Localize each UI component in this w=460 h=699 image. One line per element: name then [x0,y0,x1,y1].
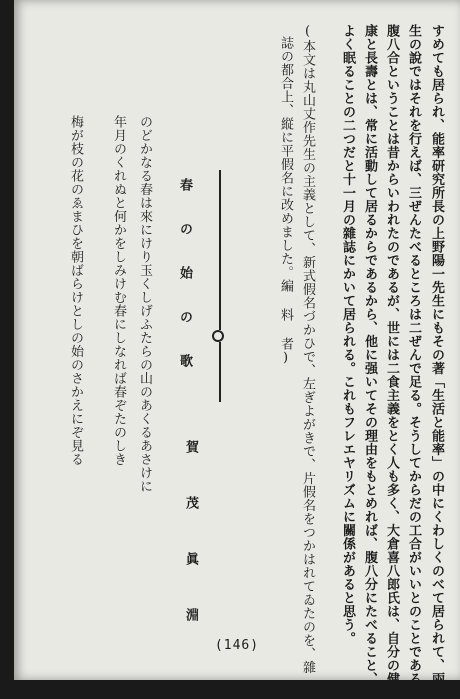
body-line-1: すめても居られ、能率研究所長の上野陽一先生にもその著「生活と能率」の中にくわしくのべて居られて、兩先 [429,24,444,699]
divider-rule-top [219,170,221,330]
editor-note-line-1: (本文は丸山丈作先生の主義として、新式假名づかひで、左ぎよがきで、片假名をつかはれてゐたのを、雜 [300,24,315,674]
poem-line-1: のどかなる春は來にけり玉くしげふたらの山のあくるあさけに [137,115,152,493]
body-line-4: 康と長壽とは、常に活動して居るからであるから、他に强いてその理由をもとめれば、腹八分にたべること、 [362,24,377,686]
poem-author: 賀 茂 眞 淵 [183,440,198,635]
book-page [14,0,460,699]
poem-title: 春 の 始 の 歌 [177,178,192,375]
editor-note-line-2: 誌の都合上、縦に平假名に改めました。編 料 者) [278,36,293,366]
poem-line-3: 梅が枝の花のゑまひを朝ばらけとしの始のさかえにぞ見る [68,115,83,466]
body-line-2: 生の說ではそれを行えば、三ぜんたべるところは二ぜんで足る。そうしてからだの工合がいいとのことである。 [406,24,421,699]
divider-ornament [212,330,224,342]
body-line-5: よく眠ることの二つだと十一月の雜誌にかいて居られる。これもフレエヤリズムに關係があると思う。 [340,24,355,645]
poem-line-2: 年月のくれぬと何かをしみけむ春にしなれば春ぞたのしき [111,115,126,466]
page-number: (146) [214,638,260,653]
divider-rule-bottom [219,342,221,402]
body-line-3: 腹八合ということは昔からいわれたのであるが、世には二食主義をとく人も多く、大倉喜八郎氏は、自分の健 [384,24,399,686]
